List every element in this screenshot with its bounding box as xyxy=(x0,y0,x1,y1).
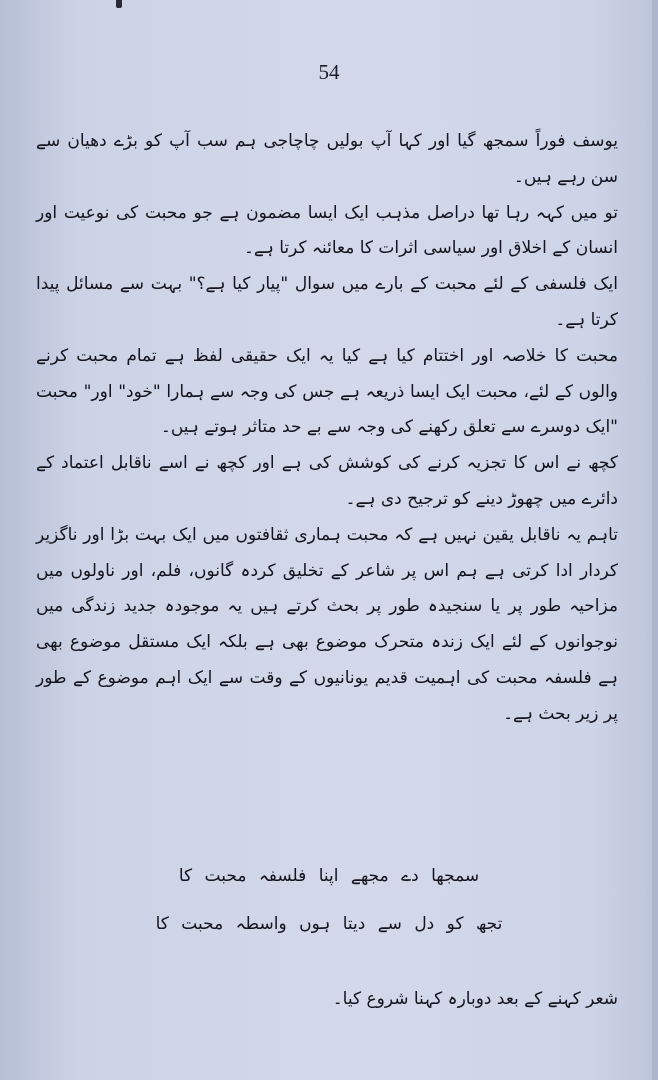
body-text xyxy=(36,124,618,733)
binding-mark xyxy=(116,0,122,8)
verse-line-2: تجھ کو دل سے دیتا ہوں واسطہ محبت کا xyxy=(155,914,503,934)
page-edge-shadow xyxy=(652,0,658,1080)
paragraph-4: محبت کا خلاصہ اور اختتام کیا ہے کیا یہ ایک حقیقی لفظ ہے تمام محبت کرنے والوں کے لئے، محبت ایک ایسا ذریعہ ہے جس کی وجہ سے ہمارا "خود" اور" محبت "ایک دوسرے سے تعلق رکھنے کی وجہ سے بے حد متاثر ہوتے ہیں۔ xyxy=(36,345,618,438)
paragraph-3: ایک فلسفی کے لئے محبت کے بارے میں سوال "پیار کیا ہے؟" بہت سے مسائل پیدا کرتا ہے۔ xyxy=(36,274,618,330)
paragraph-5: کچھ نے اس کا تجزیہ کرنے کی کوشش کی ہے اور کچھ نے اسے ناقابل اعتماد کے دائرے میں چھوڑ دینے کو ترجیح دی ہے۔ xyxy=(36,453,618,509)
page-number: 54 xyxy=(318,60,340,84)
verse-couplet xyxy=(150,852,508,948)
verse-line-1: سمجھا دے مجھے اپنا فلسفہ محبت کا xyxy=(178,866,480,886)
closing-line: شعر کہنے کے بعد دوبارہ کہنا شروع کیا۔ xyxy=(332,989,618,1009)
paragraph-1: یوسف فوراً سمجھ گیا اور کہا آپ بولیں چاچاجی ہم سب آپ کو بڑے دھیان سے سن رہے ہیں۔ xyxy=(36,131,618,187)
paragraph-2: تو میں کہہ رہا تھا دراصل مذہب ایک ایسا مضمون ہے جو محبت کی نوعیت اور انسان کے اخلاق اور سیاسی اثرات کا معائنہ کرتا ہے۔ xyxy=(36,202,618,259)
paragraph-6: تاہم یہ ناقابل یقین نہیں ہے کہ محبت ہماری ثقافتوں میں ایک بہت بڑا اور ناگزیر کردار ادا کرتی ہے ہم اس پر شاعر کے تخلیق کردہ گانوں، فلم، اور ناولوں میں مزاحیہ طور پر یا سنجیدہ طور پر بحث کرتے ہیں یہ موجودہ جدید زندگی میں نوجوانوں کے لئے ایک زندہ متحرک موضوع بھی ہے بلکہ ایک مستقل موضوع بھی ہے فلسفہ محبت کی اہمیت قدیم یونانیوں کے وقت سے ایک اہم موضوع کے طور پر زیر بحث ہے۔ xyxy=(36,524,618,724)
